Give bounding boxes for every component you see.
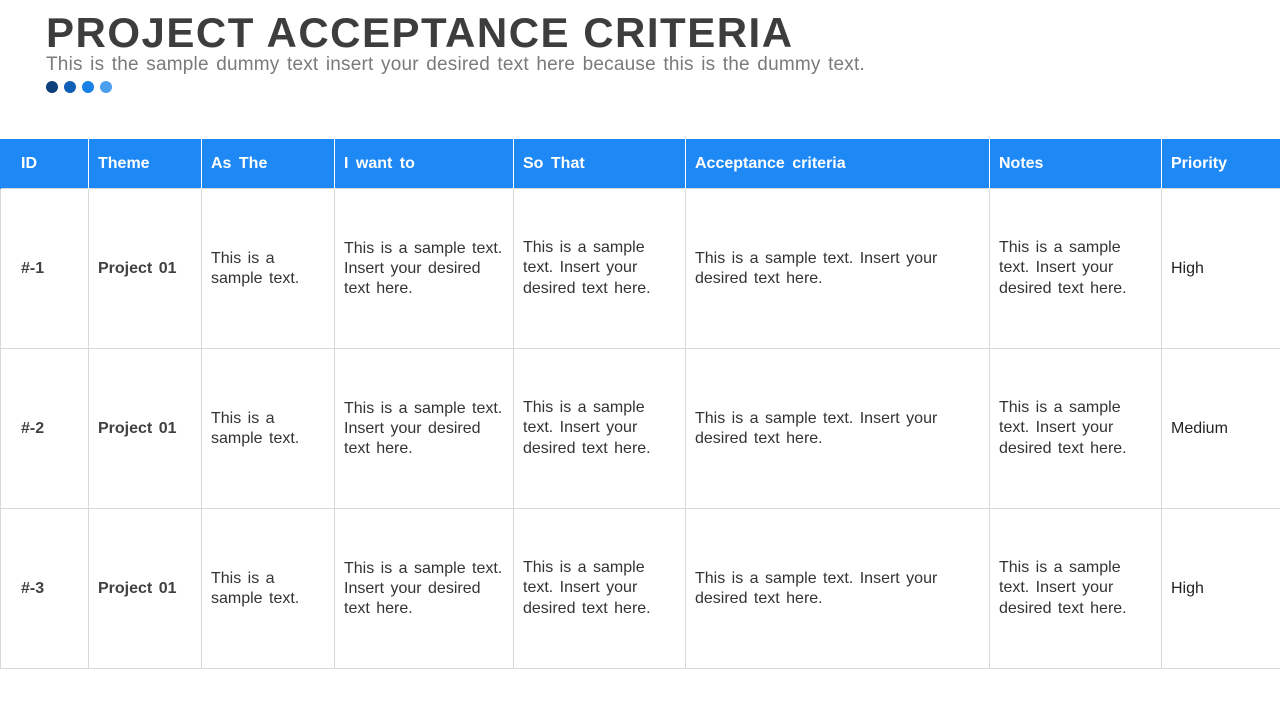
page-subtitle: This is the sample dummy text insert your desired text here because this is the dummy text. xyxy=(46,54,865,75)
dot-icon xyxy=(100,81,112,93)
cell-id: #-1 xyxy=(1,189,89,349)
cell-as-the: This is a sample text. xyxy=(202,509,335,669)
cell-priority: High xyxy=(1162,189,1280,349)
cell-notes: This is a sample text. Insert your desired text here. xyxy=(990,509,1162,669)
cell-i-want-to: This is a sample text. Insert your desired text here. xyxy=(335,189,514,349)
column-header-id: ID xyxy=(1,140,89,189)
cell-id: #-2 xyxy=(1,349,89,509)
cell-so-that: This is a sample text. Insert your desired text here. xyxy=(514,509,686,669)
column-header-priority: Priority xyxy=(1162,140,1280,189)
cell-notes: This is a sample text. Insert your desired text here. xyxy=(990,349,1162,509)
dot-icon xyxy=(82,81,94,93)
cell-acceptance-criteria: This is a sample text. Insert your desired text here. xyxy=(686,189,990,349)
cell-as-the: This is a sample text. xyxy=(202,349,335,509)
table-row xyxy=(1,189,1280,349)
cell-so-that: This is a sample text. Insert your desired text here. xyxy=(514,349,686,509)
dot-icon xyxy=(46,81,58,93)
page-title: PROJECT ACCEPTANCE CRITERIA xyxy=(46,9,794,56)
cell-id: #-3 xyxy=(1,509,89,669)
cell-priority: Medium xyxy=(1162,349,1280,509)
dot-icon xyxy=(64,81,76,93)
cell-i-want-to: This is a sample text. Insert your desired text here. xyxy=(335,349,514,509)
cell-acceptance-criteria: This is a sample text. Insert your desired text here. xyxy=(686,509,990,669)
cell-theme: Project 01 xyxy=(89,189,202,349)
column-header-as-the: As The xyxy=(202,140,335,189)
column-header-theme: Theme xyxy=(89,140,202,189)
decorative-dots xyxy=(46,81,112,93)
column-header-notes: Notes xyxy=(990,140,1162,189)
cell-theme: Project 01 xyxy=(89,509,202,669)
column-header-so-that: So That xyxy=(514,140,686,189)
cell-acceptance-criteria: This is a sample text. Insert your desired text here. xyxy=(686,349,990,509)
cell-i-want-to: This is a sample text. Insert your desired text here. xyxy=(335,509,514,669)
cell-theme: Project 01 xyxy=(89,349,202,509)
column-header-acceptance-criteria: Acceptance criteria xyxy=(686,140,990,189)
cell-as-the: This is a sample text. xyxy=(202,189,335,349)
cell-priority: High xyxy=(1162,509,1280,669)
cell-notes: This is a sample text. Insert your desired text here. xyxy=(990,189,1162,349)
column-header-i-want-to: I want to xyxy=(335,140,514,189)
table-header-row xyxy=(1,140,1280,189)
acceptance-criteria-table xyxy=(0,139,1280,669)
cell-so-that: This is a sample text. Insert your desired text here. xyxy=(514,189,686,349)
table-row xyxy=(1,349,1280,509)
table-row xyxy=(1,509,1280,669)
